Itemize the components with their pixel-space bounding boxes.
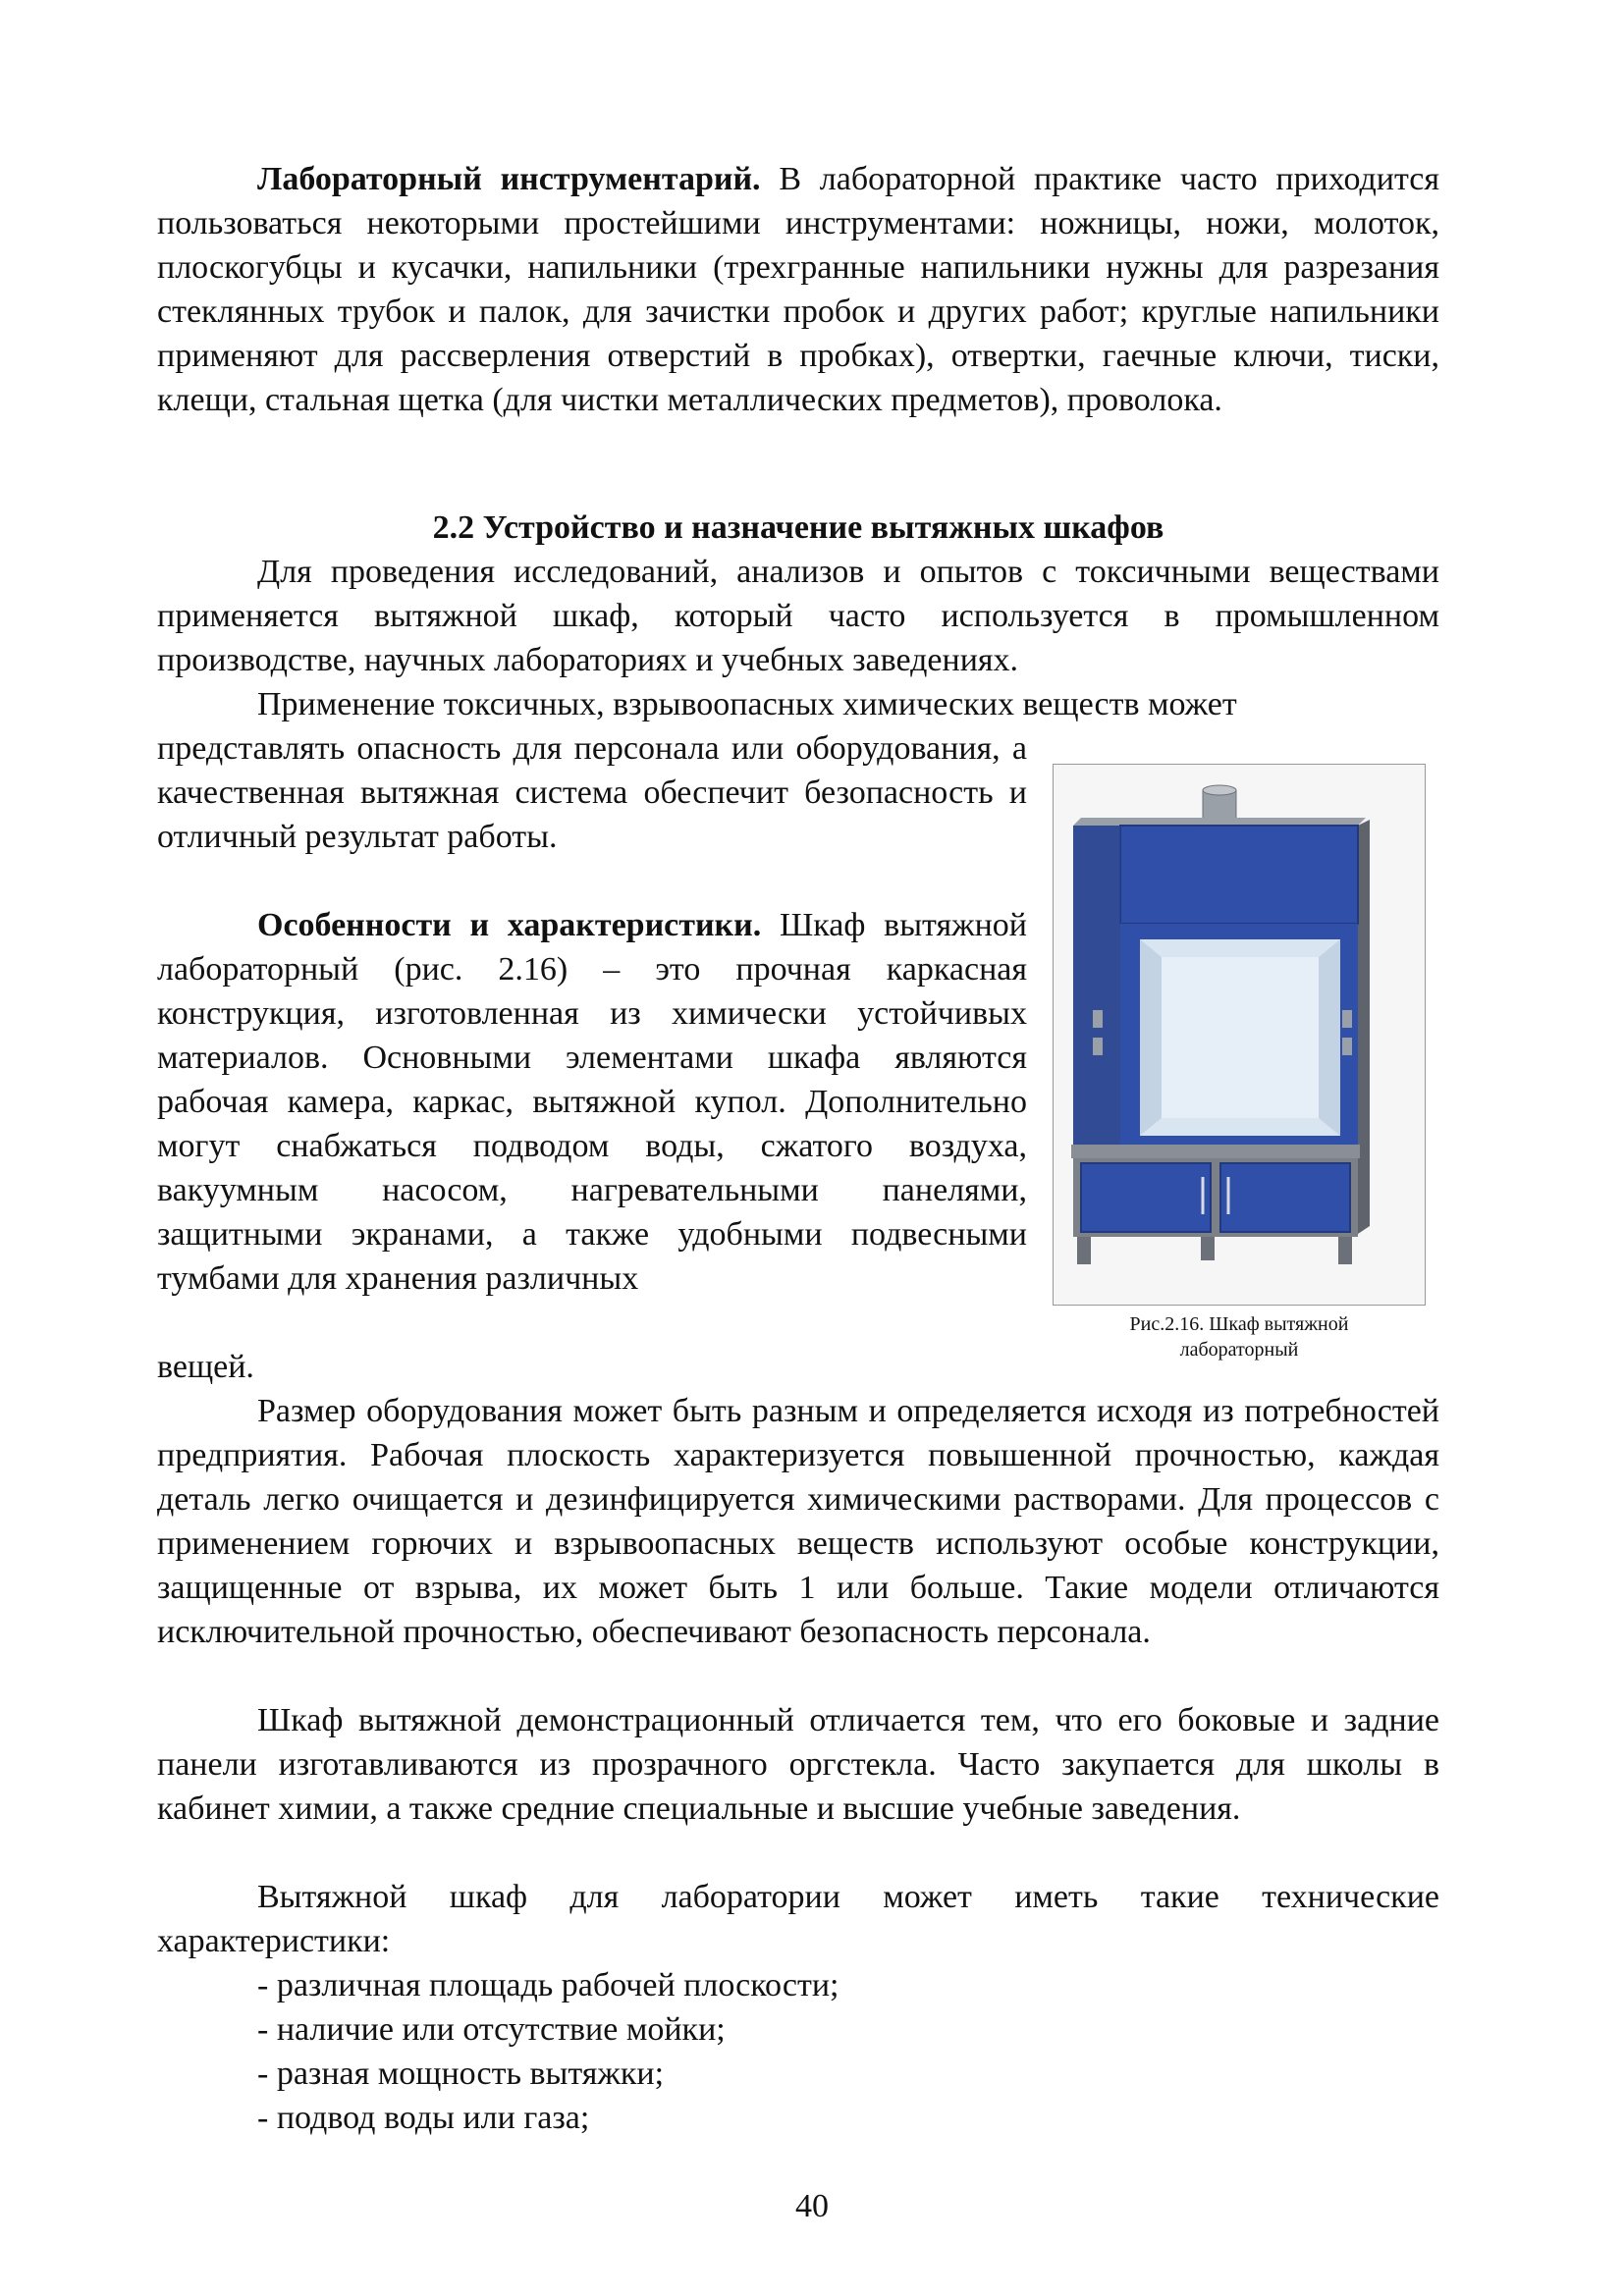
paragraph-purpose: Для проведения исследований, анализов и опытов с токсичными веществами применяется вытяжной шкаф, который часто используется в промышленном производстве, научных лабораториях и учебных заведениях. [157, 554, 1439, 678]
figure-fume-hood [1053, 764, 1426, 1306]
paragraph-instruments [157, 157, 1439, 422]
paragraph-features-tail: вещей. [157, 1349, 254, 1385]
paragraph-application: представлять опасность для персонала или оборудования, а качественная вытяжная система обеспечит безопасность и отличный результат работы. [157, 730, 1027, 855]
fume-hood-illustration [1054, 765, 1425, 1305]
list-item: - подвод воды или газа; [257, 2100, 590, 2136]
paragraph-size: Размер оборудования может быть разным и определяется исходя из потребностей предприятия. Рабочая плоскость характеризуется повышенной прочностью, каждая деталь легко очищается и дезинфицируется химическими растворами. Для процессов с применением горючих и взрывоопасных веществ используют особые конструкции, защищенные от взрыва, их может быть 1 или больше. Такие модели отличаются исключительной прочностью, обеспечивают безопасность персонала. [157, 1393, 1439, 1650]
section-heading: 2.2 Устройство и назначение вытяжных шкафов [432, 509, 1164, 546]
paragraph-text: Шкаф вытяжной лабораторный (рис. 2.16) – это прочная каркасная конструкция, изготовленная из химически устойчивых материалов. Основными элементами шкафа являются рабочая камера, каркас, вытяжной купол. Дополнительно могут снабжаться подводом воды, сжатого воздуха, вакуумным насосом, нагревательными панелями, защитными экранами, а также удобными подвесными тумбами для хранения различных [157, 907, 1027, 1297]
paragraph-features [157, 903, 1027, 1301]
paragraph-lead: Особенности и характеристики. [257, 907, 762, 943]
paragraph-application-line: Применение токсичных, взрывоопасных химических веществ может [257, 686, 1237, 722]
list-item: - наличие или отсутствие мойки; [257, 2011, 726, 2048]
figure-caption [1053, 1311, 1426, 1362]
figure-caption-line: лабораторный [1179, 1339, 1299, 1361]
paragraph-demonstration: Шкаф вытяжной демонстрационный отличается тем, что его боковые и задние панели изготавливаются из прозрачного оргстекла. Часто закупается для школы в кабинет химии, а также средние специальные и высшие учебные заведения. [157, 1702, 1439, 1827]
paragraph-specs: Вытяжной шкаф для лаборатории может иметь такие технические характеристики: [157, 1879, 1439, 1959]
list-item: - различная площадь рабочей плоскости; [257, 1967, 839, 2003]
paragraph-text: В лабораторной практике часто приходится пользоваться некоторыми простейшими инструментами: ножницы, ножи, молоток, плоскогубцы и кусачки, напильники (трехгранные напильники нужны для разрезания стеклянных трубок и палок, для зачистки пробок и других работ; круглые напильники применяют для рассверления отверстий в пробках), отвертки, гаечные ключи, тиски, клещи, стальная щетка (для чистки металлических предметов), проволока. [157, 161, 1440, 418]
list-item: - разная мощность вытяжки; [257, 2056, 665, 2092]
figure-caption-line: Рис.2.16. Шкаф вытяжной [1129, 1313, 1349, 1335]
paragraph-lead: Лабораторный инструментарий. [257, 161, 761, 197]
page-number: 40 [795, 2188, 829, 2224]
